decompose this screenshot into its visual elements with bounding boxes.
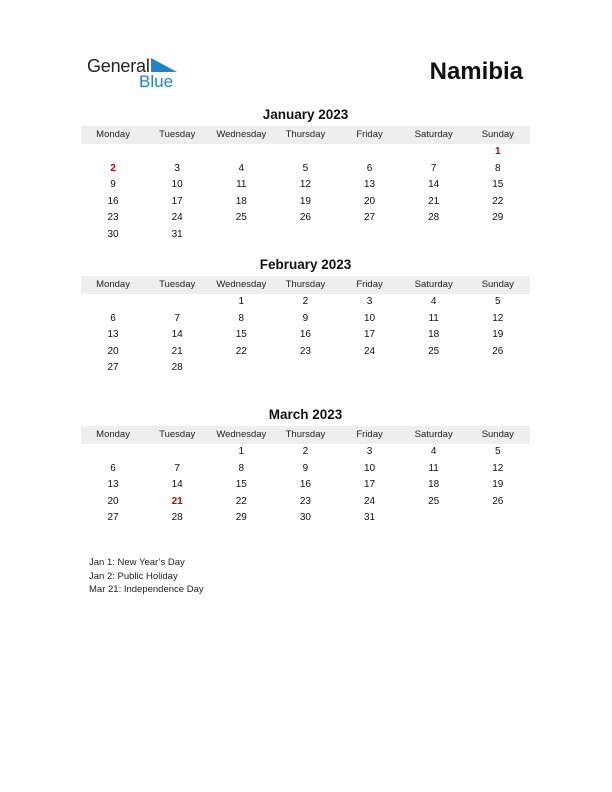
month-march — [81, 406, 530, 527]
day-cell: 22 — [235, 495, 247, 507]
day-cell: 3 — [174, 162, 180, 174]
day-cell: 24 — [364, 345, 376, 357]
day-cell: 13 — [364, 179, 376, 191]
day-cell: 13 — [107, 329, 119, 341]
weekday-label: Sunday — [481, 279, 514, 290]
day-cell: 2 — [302, 446, 309, 457]
weekday-label: Monday — [96, 129, 130, 140]
day-cell: 16 — [299, 329, 311, 341]
day-cell: 26 — [492, 345, 504, 357]
day-cell: 19 — [492, 479, 504, 491]
day-cell: 8 — [495, 162, 501, 174]
empty-day-cell — [145, 444, 209, 461]
day-cell: 7 — [430, 162, 437, 174]
weekday-label: Wednesday — [216, 129, 267, 140]
day-cell: 22 — [492, 195, 504, 207]
day-cell: 27 — [364, 212, 376, 224]
day-cell: 11 — [428, 312, 439, 324]
day-cell: 9 — [302, 312, 309, 324]
day-cell: 19 — [299, 195, 311, 207]
weekday-label: Thursday — [285, 279, 326, 290]
day-cell: 18 — [235, 195, 247, 207]
empty-day-cell — [338, 144, 402, 161]
day-cell: 28 — [171, 362, 183, 374]
month-title: March 2023 — [268, 407, 343, 422]
weekday-label: Friday — [356, 129, 383, 140]
holiday-day-cell: 2 — [110, 162, 116, 174]
day-cell: 6 — [366, 162, 373, 174]
weekday-label: Tuesday — [159, 279, 196, 290]
day-cell: 20 — [107, 345, 119, 357]
day-cell: 29 — [235, 512, 247, 524]
weekday-label: Wednesday — [216, 429, 267, 440]
day-cell: 18 — [428, 479, 440, 491]
day-cell: 24 — [364, 495, 376, 507]
month-february — [81, 256, 530, 377]
day-cell: 12 — [492, 312, 504, 324]
day-cell: 10 — [364, 312, 376, 324]
weekday-label: Monday — [96, 429, 130, 440]
weekday-label: Friday — [356, 279, 383, 290]
empty-day-cell — [402, 144, 466, 161]
weekday-header — [81, 426, 530, 444]
day-cell: 27 — [107, 512, 119, 524]
weekday-label: Saturday — [414, 429, 453, 440]
day-cell: 5 — [495, 446, 501, 457]
day-cell: 7 — [174, 462, 180, 474]
day-cell: 3 — [366, 296, 373, 307]
day-cell: 25 — [235, 212, 247, 224]
day-cell: 12 — [299, 179, 311, 191]
general-blue-logo — [87, 56, 187, 92]
day-cell: 29 — [492, 212, 504, 224]
day-cell: 1 — [238, 296, 245, 307]
day-cell: 26 — [299, 212, 311, 224]
day-cell: 10 — [171, 179, 183, 191]
weekday-label: Friday — [356, 429, 383, 440]
weekday-label: Thursday — [285, 129, 326, 140]
weekday-label: Wednesday — [216, 279, 267, 290]
day-cell: 26 — [492, 495, 504, 507]
day-cell: 17 — [171, 195, 183, 207]
day-cell: 11 — [428, 462, 439, 474]
day-cell: 21 — [171, 345, 183, 357]
day-cell: 31 — [171, 228, 183, 240]
day-cell: 16 — [299, 479, 311, 491]
weekday-label: Thursday — [285, 429, 326, 440]
country-title: Namibia — [429, 58, 523, 85]
month-january — [81, 106, 530, 244]
day-cell: 23 — [299, 495, 311, 507]
day-cell: 3 — [366, 446, 373, 457]
holiday-entry: Mar 21: Independence Day — [89, 584, 204, 595]
day-cell: 17 — [364, 329, 376, 341]
logo-blue-text: Blue — [139, 72, 174, 91]
holiday-entry: Jan 1: New Year’s Day — [89, 557, 185, 568]
day-cell: 4 — [430, 446, 437, 457]
weekday-label: Saturday — [414, 279, 453, 290]
day-cell: 20 — [107, 495, 119, 507]
empty-day-cell — [209, 144, 273, 161]
day-cell: 25 — [428, 495, 440, 507]
month-title: February 2023 — [259, 257, 352, 272]
day-cell: 25 — [428, 345, 440, 357]
day-cell: 23 — [299, 345, 311, 357]
holiday-list — [89, 556, 204, 597]
weekday-label: Saturday — [414, 129, 453, 140]
empty-day-cell — [81, 144, 145, 161]
days-grid — [81, 294, 530, 377]
day-cell: 31 — [364, 512, 376, 524]
day-cell: 22 — [235, 345, 247, 357]
day-cell: 15 — [492, 179, 504, 191]
day-cell: 19 — [492, 329, 504, 341]
day-cell: 16 — [107, 195, 119, 207]
day-cell: 8 — [238, 312, 245, 324]
weekday-label: Tuesday — [159, 129, 196, 140]
weekday-label: Sunday — [481, 129, 514, 140]
day-cell: 30 — [299, 512, 311, 524]
day-cell: 28 — [171, 512, 183, 524]
day-cell: 5 — [495, 296, 501, 307]
weekday-label: Sunday — [481, 429, 514, 440]
day-cell: 4 — [238, 162, 245, 174]
day-cell: 8 — [238, 462, 245, 474]
day-cell: 14 — [171, 329, 183, 341]
day-cell: 24 — [171, 212, 183, 224]
day-cell: 20 — [364, 195, 376, 207]
day-cell: 10 — [364, 462, 376, 474]
day-cell: 15 — [235, 479, 247, 491]
day-cell: 9 — [302, 462, 309, 474]
day-cell: 11 — [236, 179, 247, 191]
day-cell: 9 — [110, 179, 116, 191]
day-cell: 21 — [428, 195, 440, 207]
day-cell: 13 — [107, 479, 119, 491]
day-cell: 14 — [171, 479, 183, 491]
weekday-label: Tuesday — [159, 429, 196, 440]
month-title: January 2023 — [262, 107, 349, 122]
empty-day-cell — [81, 294, 145, 311]
day-cell: 4 — [430, 296, 437, 307]
day-cell: 27 — [107, 362, 119, 374]
day-cell: 1 — [238, 446, 245, 457]
empty-day-cell — [145, 144, 209, 161]
day-cell: 15 — [235, 329, 247, 341]
day-cell: 14 — [428, 179, 440, 191]
holiday-day-cell: 1 — [495, 146, 501, 157]
empty-day-cell — [145, 294, 209, 311]
day-cell: 7 — [174, 312, 180, 324]
weekday-label: Monday — [96, 279, 130, 290]
day-cell: 12 — [492, 462, 504, 474]
logo-general-text: General — [87, 56, 150, 76]
days-grid — [81, 144, 530, 244]
empty-day-cell — [81, 444, 145, 461]
weekday-header — [81, 276, 530, 294]
day-cell: 18 — [428, 329, 440, 341]
day-cell: 23 — [107, 212, 119, 224]
holiday-day-cell: 21 — [171, 495, 183, 507]
day-cell: 2 — [302, 296, 309, 307]
day-cell: 5 — [302, 162, 309, 174]
day-cell: 30 — [107, 228, 119, 240]
day-cell: 6 — [110, 312, 116, 324]
day-cell: 6 — [110, 462, 116, 474]
day-cell: 17 — [364, 479, 376, 491]
weekday-header — [81, 126, 530, 144]
day-cell: 28 — [428, 212, 440, 224]
empty-day-cell — [273, 144, 337, 161]
days-grid — [81, 444, 530, 527]
holiday-entry: Jan 2: Public Holiday — [89, 570, 178, 582]
